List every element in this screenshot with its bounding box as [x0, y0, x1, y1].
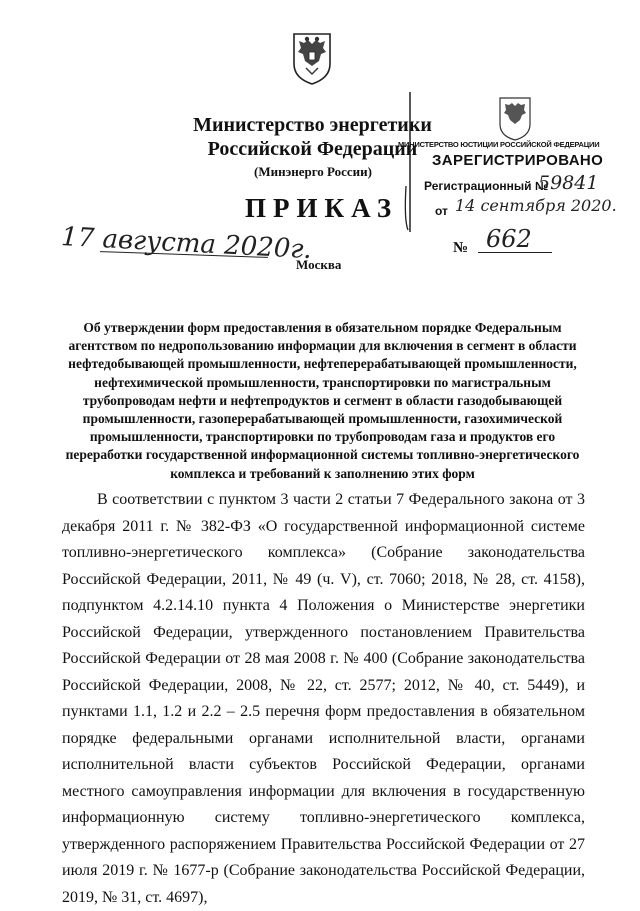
ministry-short-name: (Минэнерго России) — [254, 164, 372, 179]
stamp-from-label: от — [435, 204, 448, 218]
order-number-handwritten: 662 — [486, 225, 532, 253]
stamp-registration-date: 14 сентября 2020. — [455, 196, 617, 215]
stamp-organization: МИНИСТЕРСТВО ЮСТИЦИИ РОССИЙСКОЙ ФЕДЕРАЦИИ — [398, 140, 600, 149]
city-label: Москва — [296, 257, 342, 272]
document-title: Об утверждении форм предоставления в обязательном порядке Федеральным агентством по недропользованию информации для включения в сегмент в области нефтедобывающей промышленности, нефтеперерабатывающей промышленности, нефтехимической промышленности, транспортировки по магистральным трубопроводам нефти и нефтепродуктов и сегмент в области газодобывающей промышленности, газоперерабатывающей промышленности, газохимической промышленности, транспортировки по трубопроводам газа и продуктов его переработки государственной информационной системы топливно-энергетического комплекса и требований к заполнению этих форм — [65, 320, 580, 481]
ministry-line-1: Министерство энергетики — [193, 114, 432, 136]
ministry-line-2: Российской Федерации — [207, 138, 418, 160]
document-type: ПРИКАЗ — [245, 193, 399, 223]
order-number-sign: № — [453, 240, 469, 256]
order-date-handwritten: 17 августа 2020г. — [60, 222, 313, 266]
stamp-registered-status: ЗАРЕГИСТРИРОВАНО — [432, 152, 604, 169]
stamp-registration-number: 59841 — [538, 172, 599, 194]
body-paragraph-1: В соответствии с пунктом 3 части 2 статьи 7 Федерального закона от 3 декабря 2011 г. № 382-ФЗ «О государственной информационной системе топливно-энергетического комплекса» (Собрание законодательства Российской Федерации, 2011, № 49 (ч. V), ст. 7060; 2018, № 28, ст. 4158), подпунктом 4.2.14.10 пункта 4 Положения о Министерстве энергетики Российской Федерации, утвержденного постановлением Правительства Российской Федерации от 28 мая 2008 г. № 400 (Собрание законодательства Российской Федерации, 2008, № 22, ст. 2577; 2012, № 40, ст. 5449), и пунктами 1.1, 1.2 и 2.2 – 2.5 перечня форм предоставления в обязательном порядке федеральными органами исполнительной власти, органами исполнительной власти субъектов Российской Федерации, органами местного самоуправления информации для включения в государственную информационную систему топливно-энергетического комплекса, утвержденного распоряжением Правительства Российской Федерации от 27 июля 2019 г. № 1677-р (Собрание законодательства Российской Федерации, 2019, № 31, ст. 4697), — [62, 491, 585, 906]
stamp-registration-label: Регистрационный № — [424, 179, 549, 193]
coat-of-arms-emblem — [288, 30, 336, 86]
number-underline — [478, 252, 552, 253]
